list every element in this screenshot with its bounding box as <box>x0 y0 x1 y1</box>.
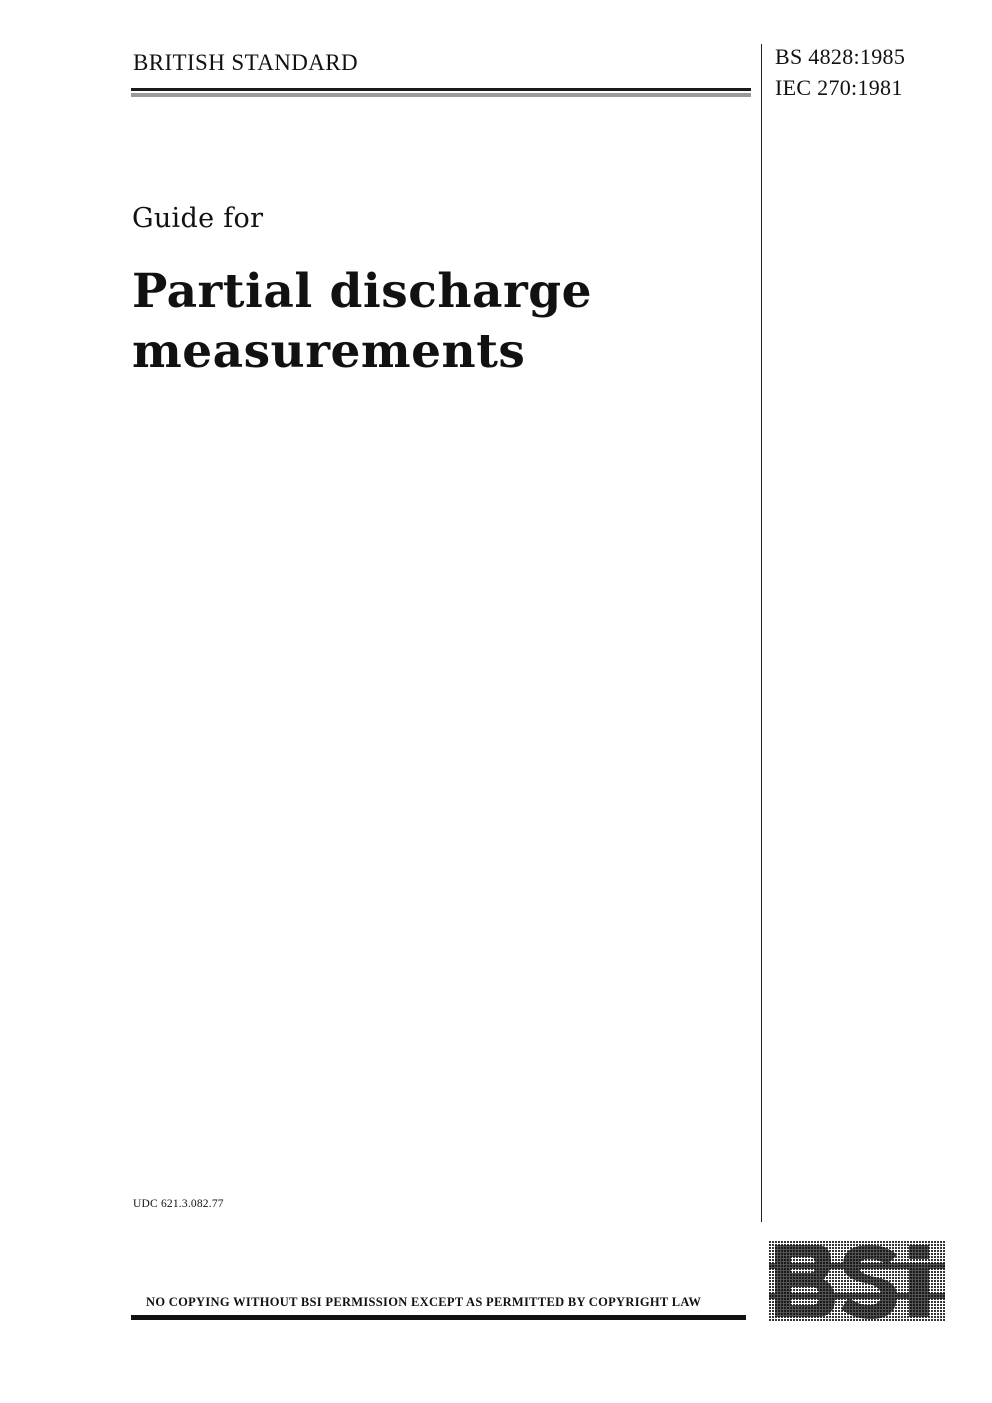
header-rule-grey <box>131 93 751 97</box>
header-rule-dark <box>131 88 751 91</box>
title-line-2: measurements <box>132 324 526 379</box>
document-title <box>132 262 732 382</box>
vertical-divider <box>761 44 762 1222</box>
title-line-1: Partial discharge <box>132 264 592 319</box>
footer-rule <box>131 1315 746 1320</box>
title-prefix: Guide for <box>132 203 264 234</box>
udc-classification: UDC 621.3.082.77 <box>133 1198 224 1210</box>
standard-number-iec: IEC 270:1981 <box>775 75 903 100</box>
series-label: BRITISH STANDARD <box>133 50 358 75</box>
bsi-logo <box>769 1241 945 1321</box>
copyright-notice: NO COPYING WITHOUT BSI PERMISSION EXCEPT AS PERMITTED BY COPYRIGHT LAW <box>146 1295 702 1309</box>
standard-number-bs: BS 4828:1985 <box>775 44 906 69</box>
